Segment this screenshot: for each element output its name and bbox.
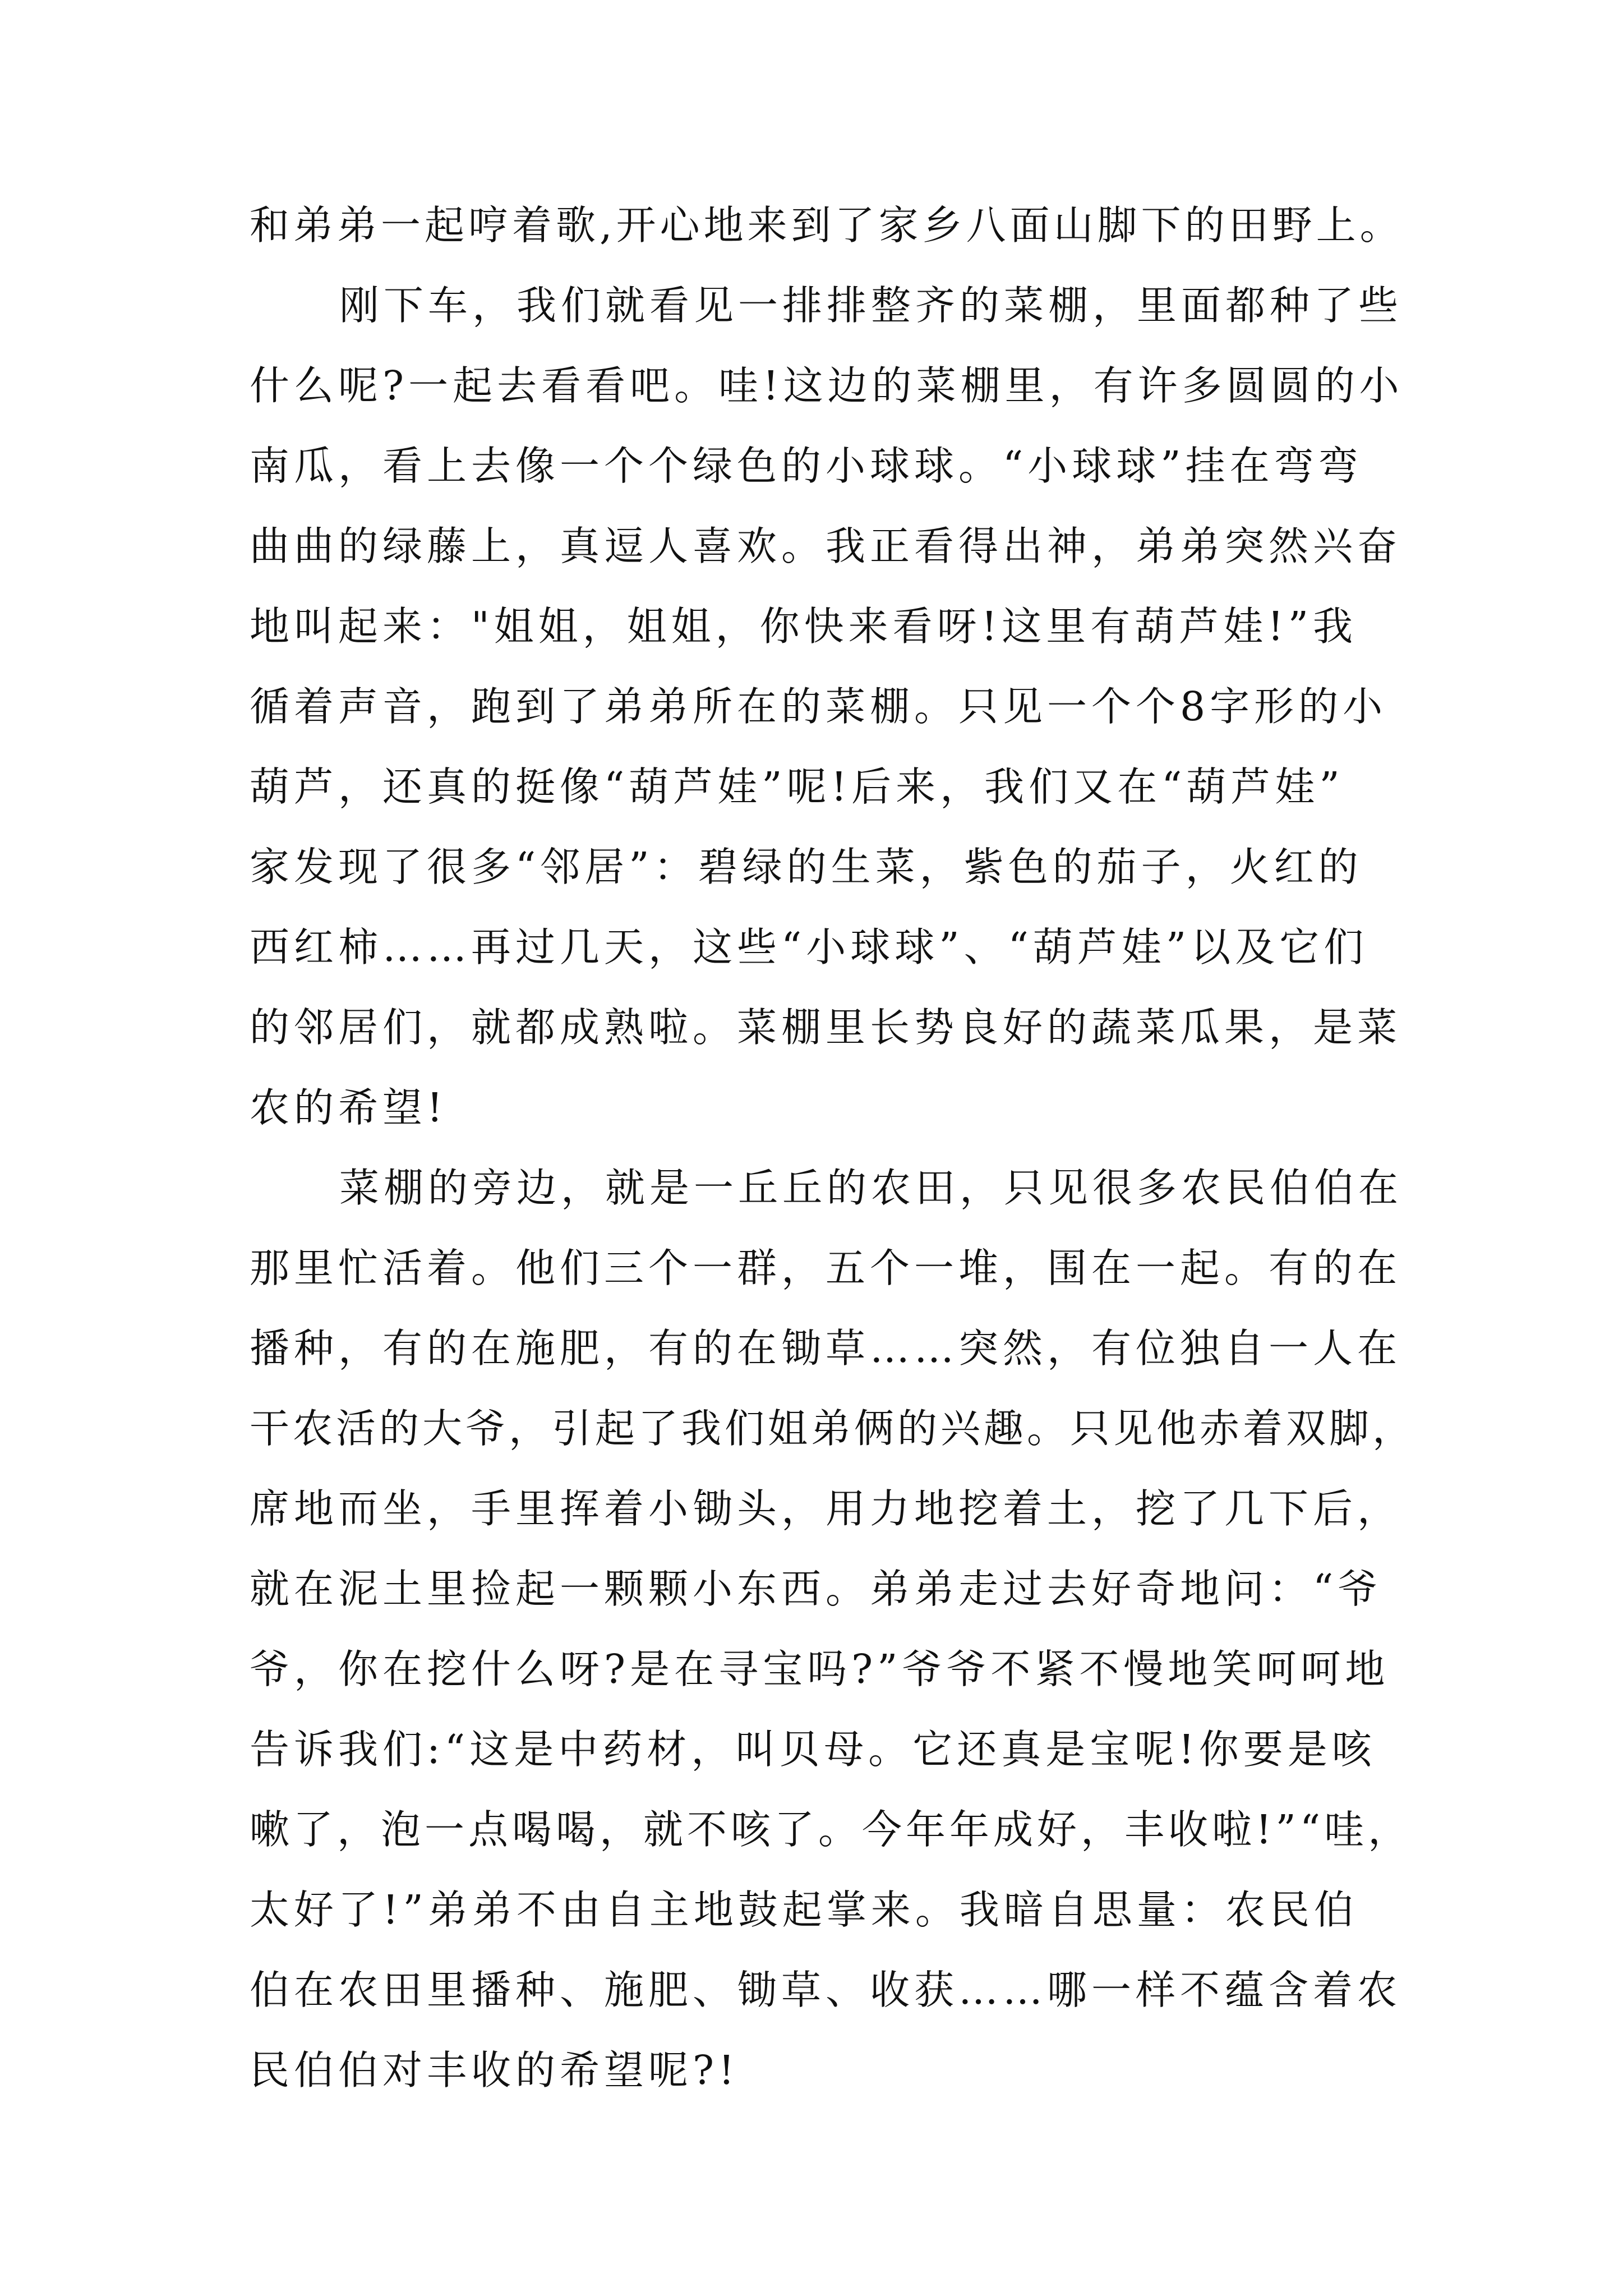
essay-body	[250, 185, 1416, 2110]
text-line: 家发现了很多“邻居”：碧绿的生菜，紫色的茄子，火红的	[250, 844, 1363, 890]
text-line: 地叫起来："姐姐，姐姐，你快来看呀!这里有葫芦娃!”我	[250, 603, 1358, 650]
text-line: 曲曲的绿藤上，真逗人喜欢。我正看得出神，弟弟突然兴奋	[250, 523, 1402, 569]
text-line: 席地而坐，手里挥着小锄头，用力地挖着土，挖了几下后，	[250, 1485, 1402, 1532]
paragraph-start-line: 菜棚的旁边，就是一丘丘的农田，只见很多农民伯伯在	[339, 1165, 1403, 1211]
text-line: 西红柿……再过几天，这些“小球球”、“葫芦娃”以及它们	[250, 924, 1368, 970]
text-line: 告诉我们:“这是中药材，叫贝母。它还真是宝呢!你要是咳	[250, 1726, 1376, 1773]
paragraph-start-line: 刚下车，我们就看见一排排整齐的菜棚，里面都种了些	[339, 282, 1403, 329]
text-line: 农的希望!	[250, 1084, 448, 1131]
text-line: 播种，有的在施肥，有的在锄草……突然，有位独自一人在	[250, 1325, 1402, 1372]
text-line: 葫芦，还真的挺像“葫芦娃”呢!后来，我们又在“葫芦娃”	[250, 763, 1344, 810]
text-line: 什么呢?一起去看看吧。哇!这边的菜棚里，有许多圆圆的小	[250, 362, 1404, 409]
text-line: 那里忙活着。他们三个一群，五个一堆，围在一起。有的在	[250, 1245, 1402, 1291]
text-line: 嗽了，泡一点喝喝，就不咳了。今年年成好，丰收啦!”“哇，	[250, 1806, 1412, 1853]
text-line: 南瓜，看上去像一个个绿色的小球球。“小球球”挂在弯弯	[250, 443, 1363, 489]
text-line: 干农活的大爷，引起了我们姐弟俩的兴趣。只见他赤着双脚，	[250, 1405, 1416, 1452]
text-line: 太好了!”弟弟不由自主地鼓起掌来。我暗自思量：农民伯	[250, 1887, 1358, 1933]
text-line: 伯在农田里播种、施肥、锄草、收获……哪一样不蕴含着农	[250, 1967, 1402, 2013]
text-line: 民伯伯对丰收的希望呢?!	[250, 2047, 739, 2093]
text-line: 爷，你在挖什么呀?是在寻宝吗?”爷爷不紧不慢地笑呵呵地	[250, 1646, 1390, 1692]
text-line: 和弟弟一起哼着歌,开心地来到了家乡八面山脚下的田野上。	[250, 202, 1404, 249]
text-line: 循着声音，跑到了弟弟所在的菜棚。只见一个个8字形的小	[250, 683, 1387, 730]
text-line: 的邻居们，就都成熟啦。菜棚里长势良好的蔬菜瓜果，是菜	[250, 1004, 1402, 1051]
text-line: 就在泥土里捡起一颗颗小东西。弟弟走过去好奇地问：“爷	[250, 1566, 1382, 1612]
